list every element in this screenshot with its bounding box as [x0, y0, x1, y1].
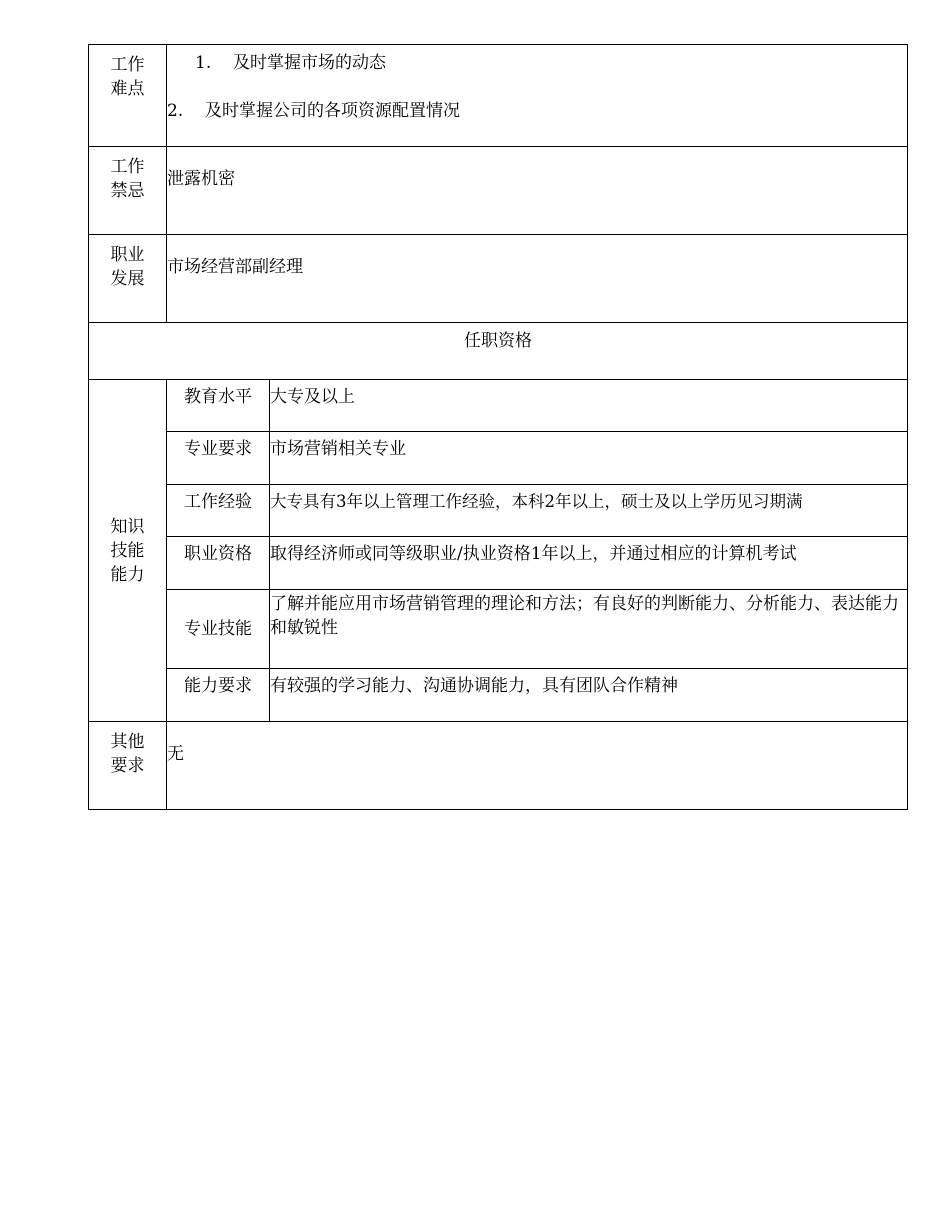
list-item: 2. 及时掌握公司的各项资源配置情况 [167, 101, 460, 121]
table-row [89, 590, 908, 669]
value-work-difficulty [167, 45, 908, 147]
label-work-taboo: 工作 禁忌 [89, 147, 167, 235]
job-description-table-page [88, 44, 907, 810]
table-row [89, 669, 908, 722]
qualification-label: 专业要求 [167, 432, 270, 485]
row-other-requirements [89, 722, 908, 810]
table-row [89, 537, 908, 590]
value-other-requirements: 无 [167, 722, 908, 810]
qualification-label: 教育水平 [167, 380, 270, 432]
row-qualification-heading [89, 323, 908, 380]
value-career-development: 市场经营部副经理 [167, 235, 908, 323]
qualification-value: 有较强的学习能力、沟通协调能力，具有团队合作精神 [270, 669, 908, 722]
qualification-label: 专业技能 [167, 590, 270, 669]
job-description-table [88, 44, 908, 810]
label-work-difficulty: 工作 难点 [89, 45, 167, 147]
label-career-development: 职业 发展 [89, 235, 167, 323]
table-row [89, 432, 908, 485]
table-row [89, 485, 908, 537]
qualification-label: 工作经验 [167, 485, 270, 537]
row-work-taboo [89, 147, 908, 235]
value-work-taboo: 泄露机密 [167, 147, 908, 235]
label-knowledge-skills: 知识 技能 能力 [89, 380, 167, 722]
qualification-value: 市场营销相关专业 [270, 432, 908, 485]
qualification-label: 能力要求 [167, 669, 270, 722]
row-career-development [89, 235, 908, 323]
section-heading: 任职资格 [89, 323, 908, 380]
qualification-value: 大专具有3年以上管理工作经验，本科2年以上，硕士及以上学历见习期满 [270, 485, 908, 537]
qualification-value: 大专及以上 [270, 380, 908, 432]
qualification-label: 职业资格 [167, 537, 270, 590]
list-item: 1. 及时掌握市场的动态 [195, 53, 386, 73]
qualification-value: 取得经济师或同等级职业/执业资格1年以上，并通过相应的计算机考试 [270, 537, 908, 590]
row-work-difficulty [89, 45, 908, 147]
label-other-requirements: 其他 要求 [89, 722, 167, 810]
qualification-value: 了解并能应用市场营销管理的理论和方法；有良好的判断能力、分析能力、表达能力和敏锐性 [270, 590, 908, 669]
table-row [89, 380, 908, 432]
